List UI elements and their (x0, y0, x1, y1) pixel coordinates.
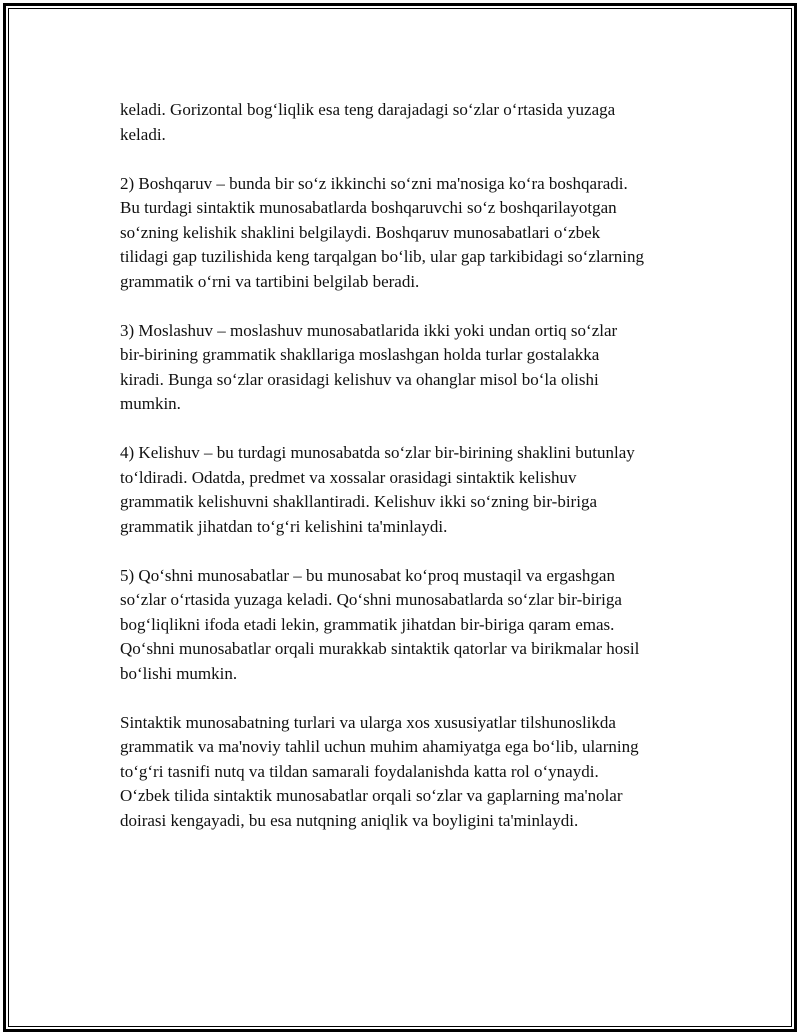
text-line: mumkin. (120, 394, 181, 413)
text-line: grammatik va ma'noviy tahlil uchun muhim ahamiyatga ega bo‘lib, ularning (120, 737, 639, 756)
text-line: kiradi. Bunga so‘zlar orasidagi kelishuv va ohanglar misol bo‘la olishi (120, 369, 599, 389)
paragraph-boshqaruv (120, 172, 700, 295)
text-line: Sintaktik munosabatning turlari va ularga xos xususiyatlar tilshunoslikda (120, 712, 616, 732)
text-line: 4) Kelishuv – bu turdagi munosabatda so‘zlar bir-birining shaklini butunlay (120, 443, 635, 462)
text-line: tilidagi gap tuzilishida keng tarqalgan bo‘lib, ular gap tarkibidagi so‘zlarning (120, 247, 645, 266)
text-line: 5) Qo‘shni munosabatlar – bu munosabat ko‘proq mustaqil va ergashgan (120, 565, 615, 585)
text-line: Qo‘shni munosabatlar orqali murakkab sintaktik qatorlar va birikmalar hosil (120, 639, 640, 658)
text-line: bir-birining grammatik shakllariga moslashgan holda turlar gostalakka (120, 345, 600, 364)
text-line: to‘ldiradi. Odatda, predmet va xossalar orasidagi sintaktik kelishuv (120, 467, 577, 487)
paragraph-kelishuv (120, 441, 700, 539)
paragraph-conclusion (120, 711, 700, 834)
text-line: keladi. (120, 124, 166, 144)
paragraph-moslashuv (120, 319, 700, 417)
paragraph-qoshni-munosabatlar (120, 564, 700, 687)
page-border (3, 3, 797, 1032)
text-line: 3) Moslashuv – moslashuv munosabatlarida ikki yoki undan ortiq so‘zlar (120, 320, 618, 340)
text-line: grammatik jihatdan to‘g‘ri kelishini ta'minlaydi. (120, 516, 448, 536)
text-line: to‘g‘ri tasnifi nutq va tildan samarali foydalanishda katta rol o‘ynaydi. (120, 761, 599, 781)
text-line: O‘zbek tilida sintaktik munosabatlar orqali so‘zlar va gaplarning ma'nolar (120, 786, 623, 805)
text-line: so‘zlar o‘rtasida yuzaga keladi. Qo‘shni munosabatlarda so‘zlar bir-biriga (120, 590, 622, 609)
paragraph-horizontal-link (120, 98, 700, 147)
text-line: 2) Boshqaruv – bunda bir so‘z ikkinchi so‘zni ma'nosiga ko‘ra boshqaradi. (120, 173, 628, 193)
text-line: Bu turdagi sintaktik munosabatlarda boshqaruvchi so‘z boshqarilayotgan (120, 198, 617, 217)
text-line: bo‘lishi mumkin. (120, 663, 238, 683)
text-line: doirasi kengayadi, bu esa nutqning aniqlik va boyligini ta'minlaydi. (120, 810, 579, 830)
text-line: grammatik kelishuvni shakllantiradi. Kelishuv ikki so‘zning bir-biriga (120, 492, 597, 511)
document-body (120, 98, 700, 858)
text-line: bog‘liqlikni ifoda etadi lekin, grammatik jihatdan bir-biriga qaram emas. (120, 614, 615, 634)
text-line: keladi. Gorizontal bog‘liqlik esa teng darajadagi so‘zlar o‘rtasida yuzaga (120, 100, 616, 119)
text-line: grammatik o‘rni va tartibini belgilab beradi. (120, 271, 420, 291)
text-line: so‘zning kelishik shaklini belgilaydi. Boshqaruv munosabatlari o‘zbek (120, 222, 601, 242)
